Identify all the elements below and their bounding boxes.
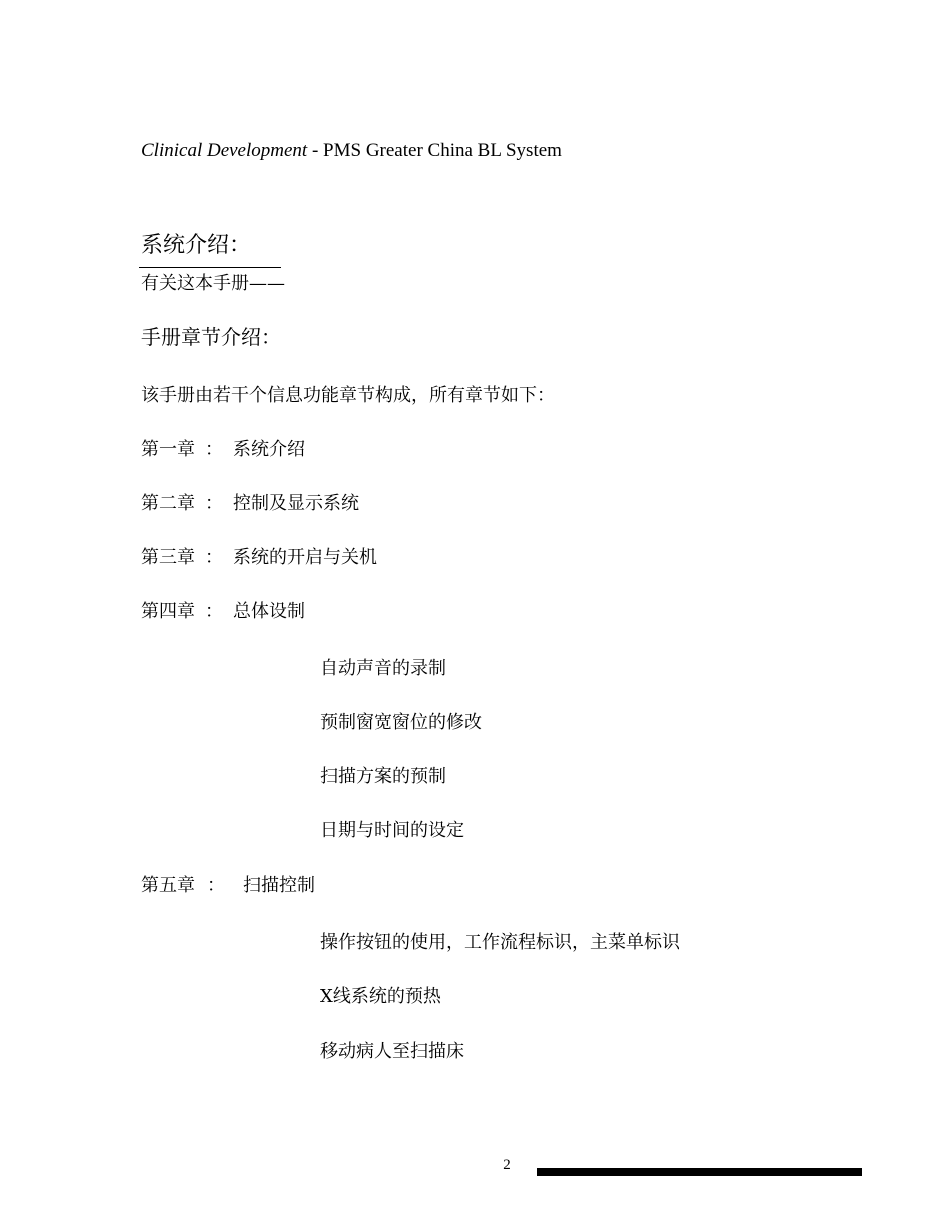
chapter-colon: ：	[205, 547, 223, 568]
chapter-number: 第四章	[141, 601, 195, 622]
section-title-underline	[139, 267, 281, 268]
chapter-2	[141, 492, 359, 516]
chapter-number: 第二章	[141, 493, 195, 514]
chapter-5-subsection-2: X线系统的预热	[320, 986, 441, 1007]
intro-text: 该手册由若干个信息功能章节构成，所有章节如下：	[141, 385, 555, 406]
chapter-number: 第五章	[141, 875, 195, 896]
footer-rule	[537, 1168, 862, 1176]
chapter-title: 系统介绍	[233, 439, 305, 460]
chapter-colon: ：	[205, 439, 223, 460]
chapter-5-subsection-1: 操作按钮的使用，工作流程标识，主菜单标识	[320, 932, 680, 953]
chapter-colon: ：	[205, 601, 223, 622]
chapter-colon: ：	[207, 875, 225, 896]
header-system: PMS Greater China BL System	[323, 140, 562, 161]
chapter-1	[141, 438, 305, 462]
chapter-3	[141, 546, 377, 570]
chapter-4-subsection-2: 预制窗宽窗位的修改	[320, 712, 482, 733]
chapter-title: 控制及显示系统	[233, 493, 359, 514]
chapter-5	[141, 874, 315, 898]
chapter-title: 扫描控制	[243, 875, 315, 896]
header-separator: -	[307, 140, 324, 161]
header-department: Clinical Development	[141, 140, 308, 161]
chapter-title: 总体设制	[233, 601, 305, 622]
chapter-colon: ：	[205, 493, 223, 514]
chapter-4-subsection-4: 日期与时间的设定	[320, 820, 464, 841]
chapter-number: 第三章	[141, 547, 195, 568]
running-header	[141, 139, 562, 163]
about-manual-heading: 有关这本手册——	[141, 273, 285, 294]
chapter-number: 第一章	[141, 439, 195, 460]
chapter-4-subsection-3: 扫描方案的预制	[320, 766, 446, 787]
chapter-4	[141, 600, 305, 624]
page-number: 2	[503, 1157, 511, 1173]
chapters-heading: 手册章节介绍：	[141, 325, 281, 349]
section-title: 系统介绍：	[141, 233, 252, 258]
chapter-title: 系统的开启与关机	[233, 547, 377, 568]
chapter-4-subsection-1: 自动声音的录制	[320, 658, 446, 679]
chapter-5-subsection-3: 移动病人至扫描床	[320, 1041, 464, 1062]
